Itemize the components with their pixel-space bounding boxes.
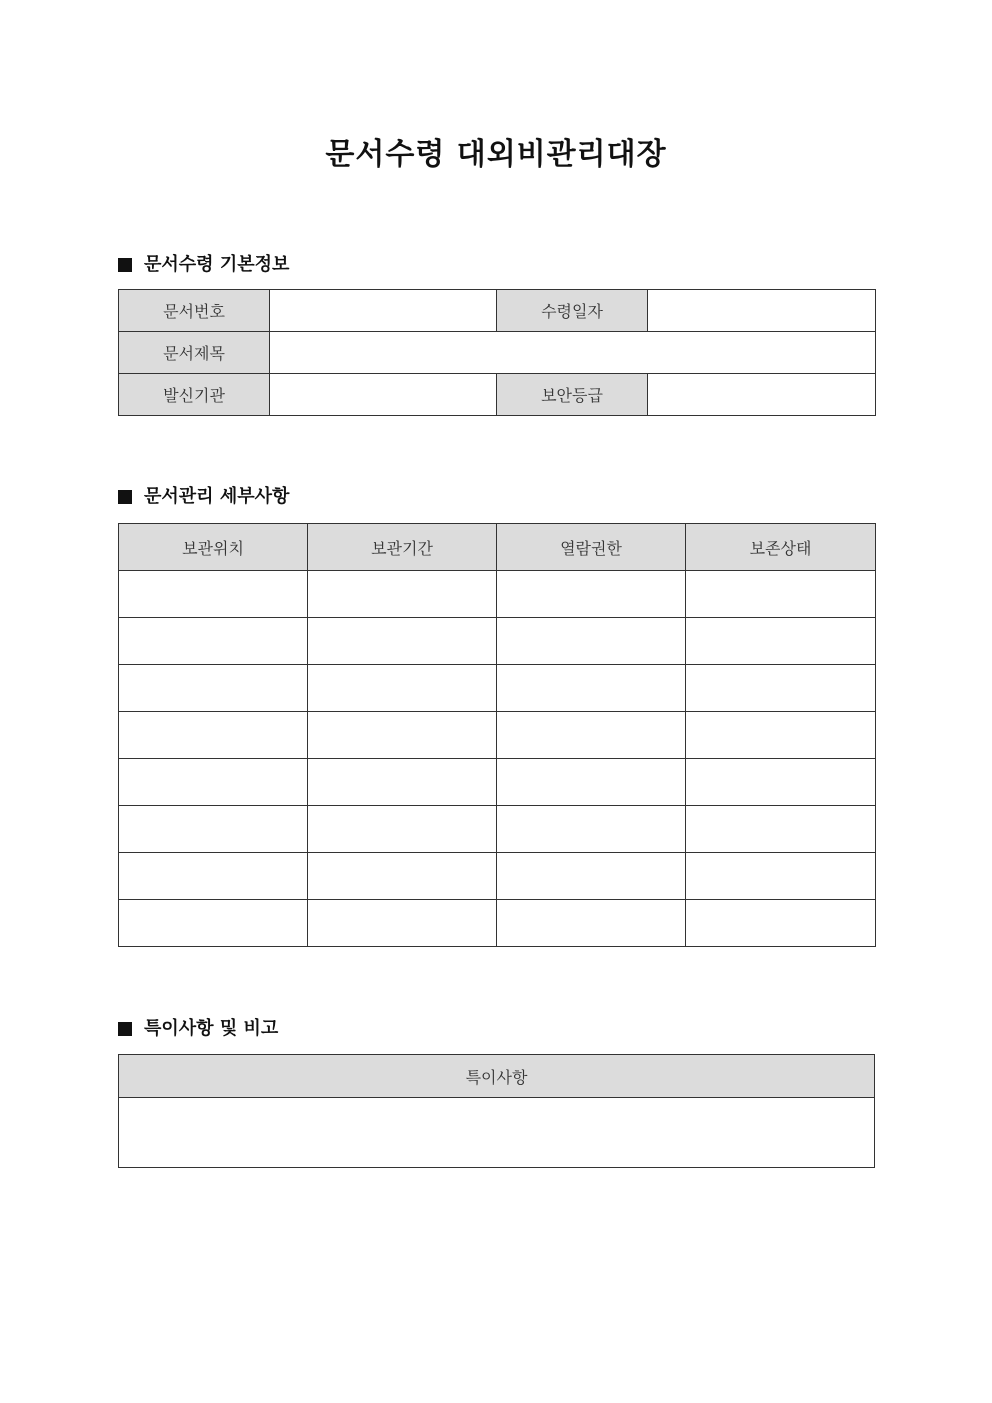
table-row (119, 374, 876, 416)
basic-info-table (118, 289, 876, 416)
table-cell[interactable] (686, 806, 876, 853)
table-row (119, 571, 876, 618)
security-level-field[interactable] (648, 374, 876, 416)
receipt-date-field[interactable] (648, 290, 876, 332)
table-cell[interactable] (119, 712, 308, 759)
remarks-field[interactable] (119, 1098, 875, 1168)
table-row (119, 618, 876, 665)
column-header: 보존상태 (686, 524, 876, 571)
table-cell[interactable] (308, 806, 497, 853)
table-cell[interactable] (119, 806, 308, 853)
table-cell[interactable] (119, 571, 308, 618)
table-row (119, 665, 876, 712)
section-heading-label: 문서관리 세부사항 (144, 486, 290, 507)
doc-title-field[interactable] (270, 332, 876, 374)
sender-field[interactable] (270, 374, 497, 416)
doc-number-field[interactable] (270, 290, 497, 332)
table-cell[interactable] (686, 571, 876, 618)
table-cell[interactable] (308, 759, 497, 806)
table-cell[interactable] (119, 665, 308, 712)
label-sender: 발신기관 (119, 374, 270, 416)
table-cell[interactable] (497, 665, 686, 712)
table-row (119, 1098, 875, 1168)
column-header-remarks: 특이사항 (119, 1055, 875, 1098)
square-bullet-icon (118, 490, 132, 504)
section-heading-remarks (118, 1017, 278, 1041)
document-title: 문서수령 대외비관리대장 (325, 137, 667, 172)
label-doc-number: 문서번호 (119, 290, 270, 332)
column-header: 보관기간 (308, 524, 497, 571)
table-row (119, 332, 876, 374)
section-heading-label: 문서수령 기본정보 (144, 254, 290, 275)
table-cell[interactable] (686, 618, 876, 665)
table-header-row (119, 524, 876, 571)
table-cell[interactable] (119, 759, 308, 806)
table-row (119, 806, 876, 853)
table-row (119, 900, 876, 947)
remarks-table (118, 1054, 875, 1168)
label-doc-title: 문서제목 (119, 332, 270, 374)
square-bullet-icon (118, 1022, 132, 1036)
table-header-row (119, 1055, 875, 1098)
table-cell[interactable] (308, 712, 497, 759)
square-bullet-icon (118, 258, 132, 272)
details-table (118, 523, 876, 947)
table-cell[interactable] (308, 571, 497, 618)
table-cell[interactable] (497, 900, 686, 947)
table-row (119, 759, 876, 806)
table-cell[interactable] (686, 665, 876, 712)
table-cell[interactable] (686, 712, 876, 759)
table-row (119, 712, 876, 759)
label-receipt-date: 수령일자 (497, 290, 648, 332)
table-cell[interactable] (119, 618, 308, 665)
column-header: 열람권한 (497, 524, 686, 571)
section-heading-basic-info (118, 253, 289, 277)
table-cell[interactable] (497, 853, 686, 900)
table-row (119, 853, 876, 900)
table-cell[interactable] (497, 571, 686, 618)
table-cell[interactable] (497, 712, 686, 759)
table-cell[interactable] (686, 900, 876, 947)
table-cell[interactable] (119, 853, 308, 900)
label-security-level: 보안등급 (497, 374, 648, 416)
table-cell[interactable] (686, 853, 876, 900)
column-header: 보관위치 (119, 524, 308, 571)
section-heading-label: 특이사항 및 비고 (144, 1018, 279, 1039)
table-cell[interactable] (497, 759, 686, 806)
table-row (119, 290, 876, 332)
table-cell[interactable] (686, 759, 876, 806)
table-cell[interactable] (308, 900, 497, 947)
table-cell[interactable] (308, 853, 497, 900)
table-cell[interactable] (497, 618, 686, 665)
section-heading-details (118, 485, 289, 509)
table-cell[interactable] (497, 806, 686, 853)
table-cell[interactable] (308, 665, 497, 712)
table-cell[interactable] (308, 618, 497, 665)
table-cell[interactable] (119, 900, 308, 947)
